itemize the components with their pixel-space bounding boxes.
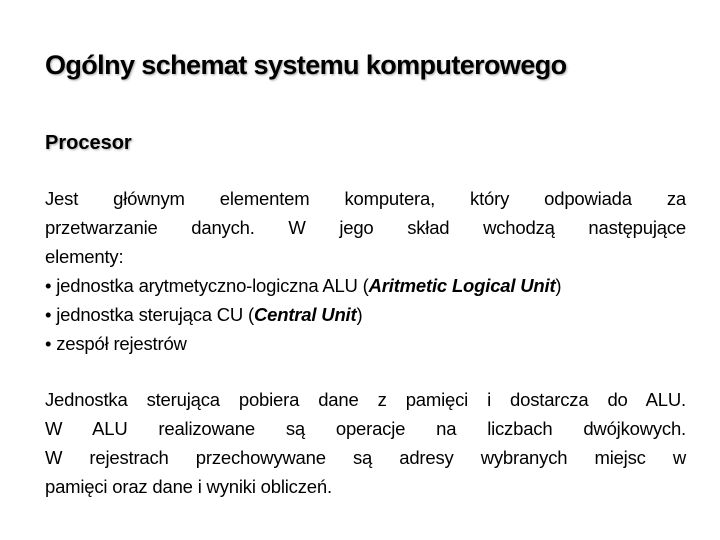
intro-line-3: elementy: — [45, 246, 124, 267]
bullet: • — [45, 333, 52, 354]
intro-paragraph — [45, 184, 686, 358]
list-item-alu — [45, 271, 686, 300]
slide-title: Ogólny schemat systemu komputerowego — [45, 50, 567, 80]
list-item-alu-emphasis: Aritmetic Logical Unit — [368, 275, 556, 296]
summary-paragraph — [45, 385, 686, 501]
summary-line-2: W ALU realizowane są operacje na liczbach dwójkowych. — [45, 418, 686, 439]
list-item-alu-suffix: ) — [555, 275, 562, 296]
summary-line-4: pamięci oraz dane i wyniki obliczeń. — [45, 476, 332, 497]
bullet: • — [45, 275, 52, 296]
list-item-cu-suffix: ) — [356, 304, 363, 325]
bullet: • — [45, 304, 52, 325]
list-item-cu-emphasis: Central Unit — [254, 304, 357, 325]
list-item-cu-text: jednostka sterująca CU ( — [56, 304, 254, 325]
summary-line-1: Jednostka sterująca pobiera dane z pamięci i dostarcza do ALU. — [45, 389, 686, 410]
summary-line-3: W rejestrach przechowywane są adresy wybranych miejsc w — [45, 447, 686, 468]
list-item-alu-text: jednostka arytmetyczno-logiczna ALU ( — [56, 275, 369, 296]
section-heading: Procesor — [45, 132, 132, 154]
list-item-cu — [45, 300, 686, 329]
list-item-registers-text: zespół rejestrów — [56, 333, 187, 354]
intro-line-2: przetwarzanie danych. W jego skład wchodzą następujące — [45, 217, 686, 238]
intro-line-1: Jest głównym elementem komputera, który odpowiada za — [45, 188, 686, 209]
list-item-registers — [45, 329, 686, 358]
